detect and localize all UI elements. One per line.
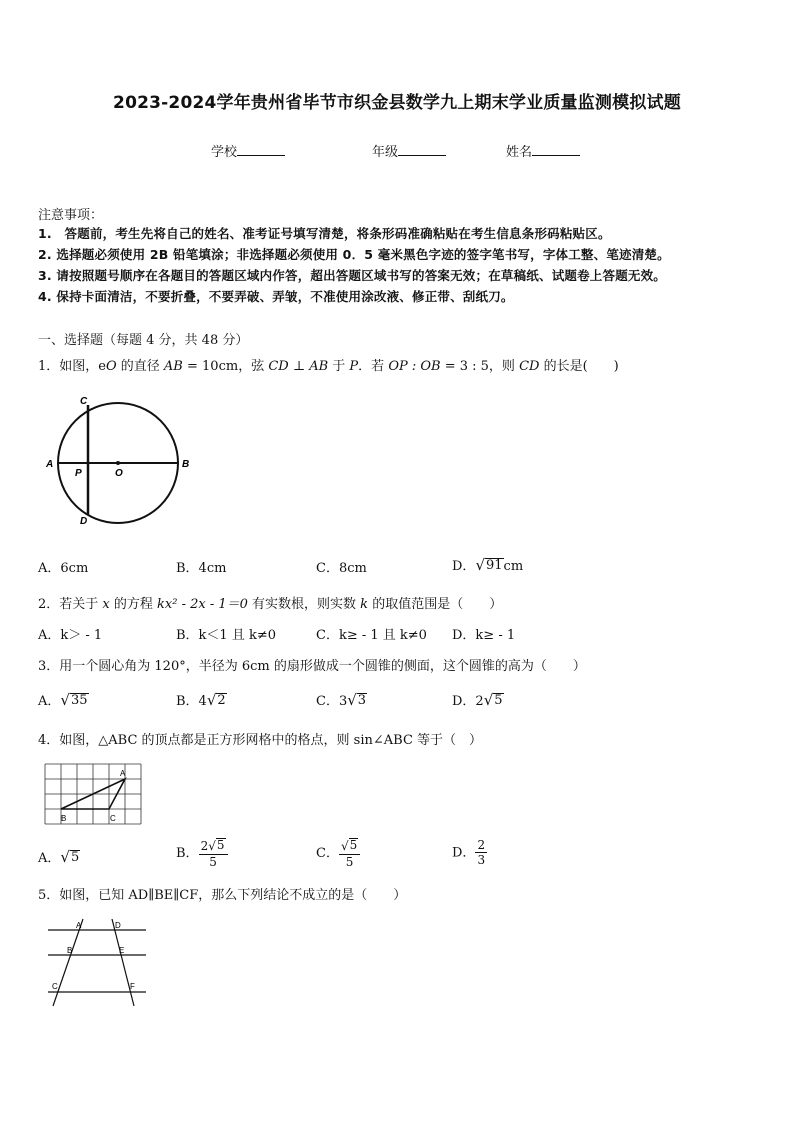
- q3-option-c[interactable]: C．3 √ 3: [316, 691, 367, 709]
- label-a: A: [76, 921, 82, 930]
- school-field: [211, 141, 285, 160]
- name-field: [506, 141, 580, 160]
- transversal-left: [53, 919, 83, 1006]
- q2-option-b[interactable]: B．k＜1 且 k≠0: [176, 628, 277, 643]
- q3-option-a[interactable]: A． √ 35: [38, 691, 88, 709]
- label-o: O: [115, 468, 123, 479]
- question-2: 2．若关于 x 的方程 kx² - 2x - 1＝0 有实数根，则实数 k 的取值范围是（ ）: [38, 597, 503, 612]
- label-c: C: [52, 982, 58, 991]
- grade-blank: [398, 143, 446, 156]
- circle-symbol: e: [98, 359, 106, 374]
- label-p: P: [75, 468, 82, 479]
- q1-option-c[interactable]: C．8cm: [316, 561, 367, 576]
- q3-option-b[interactable]: B．4 √ 2: [176, 691, 226, 709]
- grade-label: 年级: [372, 145, 399, 160]
- label-a: A: [120, 769, 126, 778]
- label-b: B: [67, 946, 73, 955]
- transversal-right: [112, 919, 134, 1006]
- question-3: 3．用一个圆心角为 120°，半径为 6cm 的扇形做成一个圆锥的侧面，这个圆锥的高为（ ）: [38, 659, 586, 674]
- label-b: B: [182, 459, 190, 470]
- q2-option-d[interactable]: D．k≥ - 1: [452, 628, 516, 643]
- q4-option-d[interactable]: D． $\frac{2}{3}$: [452, 838, 486, 868]
- section-heading: 一、选择题（每题 4 分，共 48 分）: [38, 333, 249, 348]
- label-d: D: [115, 921, 121, 930]
- notice-item: 3. 请按照题号顺序在各题目的答题区域内作答，超出答题区域书写的答案无效；在草稿纸、试题卷上答题无效。: [38, 268, 666, 283]
- q1-option-b[interactable]: B．4cm: [176, 561, 227, 576]
- name-label: 姓名: [506, 145, 533, 160]
- label-f: F: [130, 982, 135, 991]
- q2-option-c[interactable]: C．k≥ - 1 且 k≠0: [316, 628, 427, 643]
- label-c: C: [80, 396, 88, 407]
- label-c: C: [110, 814, 116, 823]
- grid-figure: [44, 763, 148, 829]
- circle-figure: [40, 390, 200, 530]
- q4-option-c[interactable]: C． √ 5 5: [316, 838, 360, 869]
- q1-option-a[interactable]: A．6cm: [38, 561, 89, 576]
- notice-item: 4. 保持卡面清洁，不要折叠，不要弄破、弄皱，不准使用涂改液、修正带、刮纸刀。: [38, 289, 514, 304]
- notice-item: 1. 答题前，考生先将自己的姓名、准考证号填写清楚，将条形码准确粘贴在考生信息条形码粘贴区。: [38, 226, 611, 241]
- school-label: 学校: [211, 145, 238, 160]
- notice-item: 2. 选择题必须使用 2B 铅笔填涂；非选择题必须使用 0．5 毫米黑色字迹的签字笔书写，字体工整、笔迹清楚。: [38, 247, 670, 262]
- school-blank: [237, 143, 285, 156]
- center-point: [116, 461, 120, 465]
- q2-option-a[interactable]: A．k＞ - 1: [38, 628, 103, 643]
- parallel-lines-figure: [44, 916, 154, 1010]
- q4-option-b[interactable]: B． 2 √ 5 5: [176, 838, 228, 869]
- q1-option-d[interactable]: D． √ 91 cm: [452, 556, 524, 574]
- grade-field: [372, 141, 446, 160]
- label-b: B: [61, 814, 67, 823]
- name-blank: [532, 143, 580, 156]
- label-e: E: [119, 946, 125, 955]
- exam-title: 2023-2024学年贵州省毕节市织金县数学九上期末学业质量监测模拟试题: [113, 93, 681, 113]
- label-d: D: [80, 516, 88, 527]
- question-1: 1．如图，eO 的直径 AB = 10cm，弦 CD ⊥ AB 于 P．若 OP : OB = 3 : 5，则 CD 的长是( ): [38, 359, 619, 374]
- label-a: A: [46, 459, 54, 470]
- question-5: 5．如图，已知 AD∥BE∥CF，那么下列结论不成立的是（ ）: [38, 888, 407, 903]
- q3-option-d[interactable]: D．2 √ 5: [452, 691, 503, 709]
- notice-heading: 注意事项：: [38, 208, 104, 223]
- q4-option-a[interactable]: A． √ 5: [38, 848, 80, 866]
- question-4: 4．如图，△ABC 的顶点都是正方形网格中的格点，则 sin∠ABC 等于（ ）: [38, 733, 483, 748]
